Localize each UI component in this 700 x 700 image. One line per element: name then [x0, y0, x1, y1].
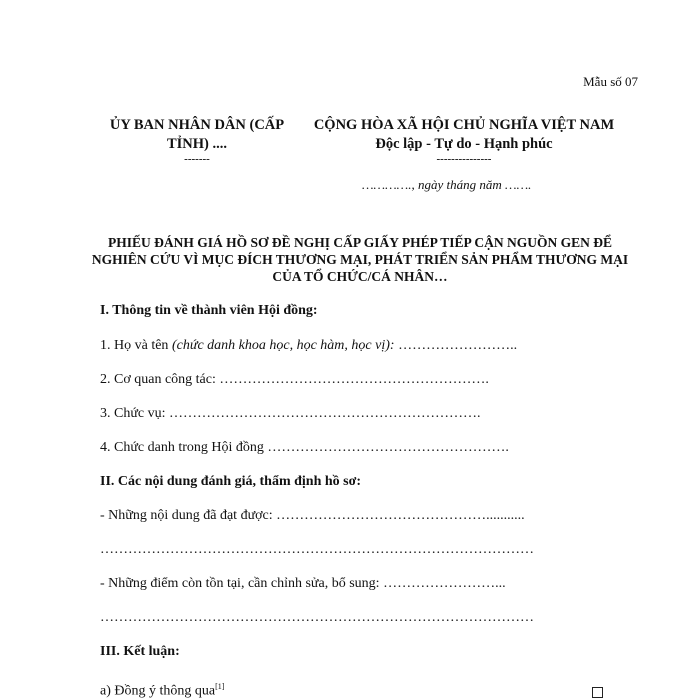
- member-name-hint: (chức danh khoa học, học hàm, học vị):: [171, 338, 395, 353]
- form-number: Mẫu số 07: [583, 74, 638, 89]
- position-field: 3. Chức vụ: ………………………………………………………….: [100, 406, 481, 421]
- section2-heading: II. Các nội dung đánh giá, thẩm định hồ sơ:: [100, 474, 362, 489]
- approve-option: [100, 682, 224, 700]
- council-role-field: 4. Chức danh trong Hội đồng …………………………………………….: [100, 440, 509, 455]
- member-name-field: [100, 338, 517, 354]
- footnote-ref: [1]: [215, 682, 225, 691]
- achieved-content-field: - Những nội dung đã đạt được: ………………………………………...........: [100, 508, 525, 523]
- motto-divider: ---------------: [436, 153, 492, 165]
- motto: Độc lập - Tự do - Hạnh phúc: [375, 136, 553, 152]
- approve-checkbox[interactable]: [592, 687, 603, 698]
- achieved-content-continuation: …………………………………………………………………………………: [100, 542, 534, 557]
- authority-line1: ỦY BAN NHÂN DÂN (CẤP: [109, 117, 285, 133]
- member-name-dots: ……………………..: [394, 338, 518, 353]
- approve-option-label: a) Đồng ý thông qua: [100, 683, 216, 699]
- date-line: …………., ngày tháng năm …….: [362, 177, 532, 192]
- section3-heading: III. Kết luận:: [100, 644, 180, 659]
- shortcomings-field: - Những điểm còn tồn tại, cần chỉnh sửa, bổ sung: ……………………...: [100, 576, 506, 591]
- shortcomings-continuation: …………………………………………………………………………………: [100, 610, 534, 625]
- section1-heading: I. Thông tin về thành viên Hội đồng:: [100, 303, 318, 318]
- document-title: PHIẾU ĐÁNH GIÁ HỒ SƠ ĐỀ NGHỊ CẤP GIẤY PHÉP TIẾP CẬN NGUỒN GEN ĐỂ NGHIÊN CỨU VÌ MỤC ĐÍCH THƯƠNG MẠI, PHÁT TRIỂN SẢN PHẨM THƯƠNG MẠI CỦA TỔ CHỨC/CÁ NHÂN…: [91, 235, 629, 284]
- authority-line2: TỈNH) ....: [166, 136, 228, 152]
- authority-divider: -------: [184, 153, 210, 165]
- agency-field: 2. Cơ quan công tác: ………………………………………………….: [100, 372, 489, 387]
- member-name-label: 1. Họ và tên: [100, 338, 172, 353]
- issuing-authority: [92, 116, 302, 165]
- country-name: CỘNG HÒA XÃ HỘI CHỦ NGHĨA VIỆT NAM: [313, 117, 615, 133]
- national-motto: [300, 116, 628, 165]
